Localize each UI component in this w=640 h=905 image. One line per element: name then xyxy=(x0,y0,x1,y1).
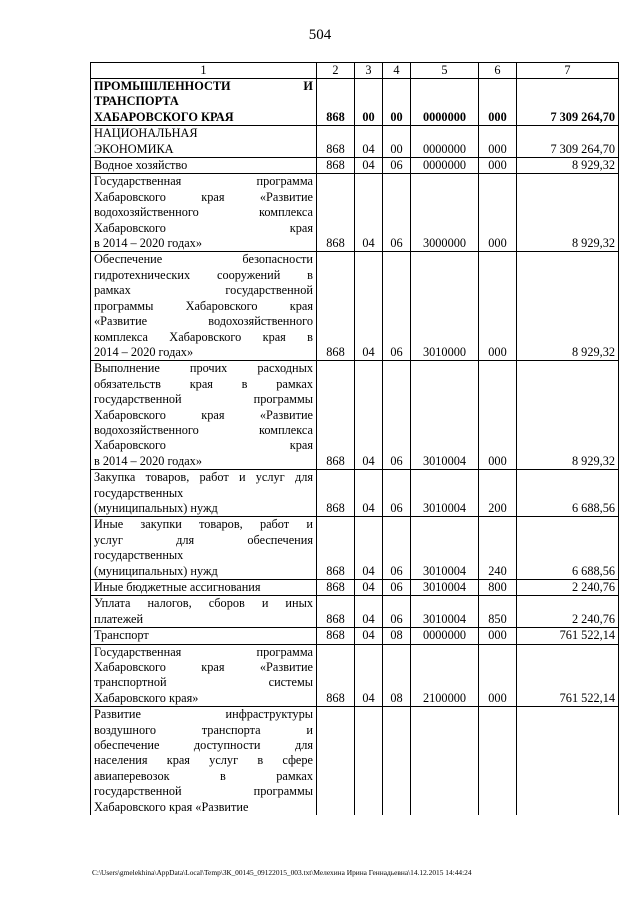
cell-subsection: 06 xyxy=(383,252,411,361)
cell-name-line: Транспорт xyxy=(94,628,149,643)
cell-subsection: 06 xyxy=(383,174,411,252)
cell-name-line: обязательств края в рамках xyxy=(94,376,313,391)
table-row xyxy=(91,126,619,158)
cell-expense-type: 000 xyxy=(479,361,517,470)
table-row xyxy=(91,79,619,126)
cell-name-line: гидротехнических сооружений в xyxy=(94,267,313,282)
cell-amount: 761 522,14 xyxy=(517,628,619,644)
cell-target-article: 0000000 xyxy=(411,79,479,126)
page-number: 504 xyxy=(308,27,332,43)
cell-name-line: ПРОМЫШЛЕННОСТИ И xyxy=(94,79,313,93)
cell-name-line: рамках государственной xyxy=(94,283,313,298)
budget-table xyxy=(90,62,619,815)
cell-name xyxy=(91,174,317,252)
cell-amount xyxy=(517,707,619,815)
cell-name-line: ТРАНСПОРТА xyxy=(94,94,179,109)
table-row xyxy=(91,580,619,596)
cell-subsection xyxy=(383,707,411,815)
cell-name-line: Хабаровского края «Развитие xyxy=(94,799,249,814)
cell-target-article: 3000000 xyxy=(411,174,479,252)
cell-expense-type: 000 xyxy=(479,126,517,158)
table-row xyxy=(91,644,619,707)
cell-amount: 7 309 264,70 xyxy=(517,79,619,126)
cell-name xyxy=(91,252,317,361)
cell-expense-type: 850 xyxy=(479,596,517,628)
cell-name xyxy=(91,158,317,174)
cell-admin-code: 868 xyxy=(317,517,355,580)
cell-admin-code: 868 xyxy=(317,252,355,361)
cell-name-line: услуг для обеспечения xyxy=(94,532,313,547)
cell-section: 04 xyxy=(355,644,383,707)
cell-name-line: программы Хабаровского края xyxy=(94,298,313,313)
cell-amount: 2 240,76 xyxy=(517,580,619,596)
cell-name-line: в 2014 – 2020 годах» xyxy=(94,236,202,251)
table-body xyxy=(91,79,619,816)
cell-expense-type: 240 xyxy=(479,517,517,580)
cell-name xyxy=(91,596,317,628)
cell-expense-type: 200 xyxy=(479,470,517,517)
cell-name-line: Хабаровского края «Развитие xyxy=(94,660,313,675)
column-header: 5 xyxy=(411,63,479,79)
cell-name-line: Водное хозяйство xyxy=(94,158,188,173)
cell-expense-type: 000 xyxy=(479,644,517,707)
cell-name-line: государственной программы xyxy=(94,784,313,799)
cell-name-line: (муниципальных) нужд xyxy=(94,563,218,578)
cell-section: 04 xyxy=(355,252,383,361)
cell-expense-type: 000 xyxy=(479,79,517,126)
cell-name-line: «Развитие водохозяйственного xyxy=(94,314,313,329)
table-header-row xyxy=(91,63,619,79)
cell-target-article: 3010000 xyxy=(411,252,479,361)
cell-name-line: Иные закупки товаров, работ и xyxy=(94,517,313,532)
cell-expense-type: 800 xyxy=(479,580,517,596)
cell-expense-type: 000 xyxy=(479,174,517,252)
cell-amount: 761 522,14 xyxy=(517,644,619,707)
cell-name xyxy=(91,126,317,158)
column-header: 3 xyxy=(355,63,383,79)
cell-amount: 6 688,56 xyxy=(517,470,619,517)
cell-target-article: 3010004 xyxy=(411,361,479,470)
cell-name-line: Уплата налогов, сборов и иных xyxy=(94,596,313,611)
cell-name-line: Государственная программа xyxy=(94,644,313,659)
cell-name-line: Хабаровского края «Развитие xyxy=(94,407,313,422)
cell-amount: 8 929,32 xyxy=(517,158,619,174)
cell-name-line: воздушного транспорта и xyxy=(94,722,313,737)
cell-admin-code: 868 xyxy=(317,470,355,517)
cell-admin-code: 868 xyxy=(317,174,355,252)
cell-target-article: 0000000 xyxy=(411,126,479,158)
cell-name-line: государственной программы xyxy=(94,392,313,407)
cell-name-line: населения края услуг в сфере xyxy=(94,753,313,768)
cell-amount: 8 929,32 xyxy=(517,174,619,252)
cell-amount: 2 240,76 xyxy=(517,596,619,628)
cell-name xyxy=(91,79,317,126)
cell-name-line: обеспечение доступности для xyxy=(94,738,313,753)
cell-target-article: 0000000 xyxy=(411,628,479,644)
cell-name-line: Развитие инфраструктуры xyxy=(94,707,313,722)
cell-name-line: Обеспечение безопасности xyxy=(94,252,313,267)
cell-subsection: 08 xyxy=(383,644,411,707)
cell-subsection: 00 xyxy=(383,79,411,126)
cell-name-line: Хабаровского края xyxy=(94,220,313,235)
cell-target-article: 0000000 xyxy=(411,158,479,174)
cell-name-line: в 2014 – 2020 годах» xyxy=(94,453,202,468)
cell-admin-code: 868 xyxy=(317,158,355,174)
cell-subsection: 08 xyxy=(383,628,411,644)
cell-expense-type: 000 xyxy=(479,252,517,361)
table-row xyxy=(91,158,619,174)
cell-amount: 7 309 264,70 xyxy=(517,126,619,158)
cell-target-article: 2100000 xyxy=(411,644,479,707)
cell-section: 04 xyxy=(355,580,383,596)
cell-admin-code xyxy=(317,707,355,815)
cell-name-line: 2014 – 2020 годах» xyxy=(94,344,194,359)
cell-admin-code: 868 xyxy=(317,79,355,126)
cell-name-line: Хабаровского края xyxy=(94,438,313,453)
cell-section: 04 xyxy=(355,470,383,517)
cell-section: 04 xyxy=(355,361,383,470)
cell-name-line: Хабаровского края «Развитие xyxy=(94,189,313,204)
cell-name xyxy=(91,707,317,815)
cell-subsection: 06 xyxy=(383,580,411,596)
cell-section: 04 xyxy=(355,126,383,158)
cell-name-line: государственных xyxy=(94,548,184,563)
cell-admin-code: 868 xyxy=(317,126,355,158)
cell-section xyxy=(355,707,383,815)
cell-subsection: 06 xyxy=(383,158,411,174)
cell-name-line: комплекса Хабаровского края в xyxy=(94,329,313,344)
cell-amount: 6 688,56 xyxy=(517,517,619,580)
table-row xyxy=(91,470,619,517)
column-header: 6 xyxy=(479,63,517,79)
table-row xyxy=(91,596,619,628)
cell-name xyxy=(91,580,317,596)
cell-name xyxy=(91,517,317,580)
cell-admin-code: 868 xyxy=(317,361,355,470)
cell-name-line: (муниципальных) нужд xyxy=(94,500,218,515)
cell-admin-code: 868 xyxy=(317,580,355,596)
cell-subsection: 00 xyxy=(383,126,411,158)
cell-section: 00 xyxy=(355,79,383,126)
cell-name-line: Закупка товаров, работ и услуг для xyxy=(94,470,313,485)
cell-subsection: 06 xyxy=(383,361,411,470)
cell-admin-code: 868 xyxy=(317,644,355,707)
cell-name-line: государственных xyxy=(94,485,184,500)
cell-name-line: транспортной системы xyxy=(94,675,313,690)
cell-subsection: 06 xyxy=(383,596,411,628)
cell-section: 04 xyxy=(355,158,383,174)
table-row xyxy=(91,628,619,644)
cell-name-line: Государственная программа xyxy=(94,174,313,189)
column-header: 2 xyxy=(317,63,355,79)
cell-target-article: 3010004 xyxy=(411,470,479,517)
table-row xyxy=(91,361,619,470)
cell-name-line: Хабаровского края» xyxy=(94,690,199,705)
cell-subsection: 06 xyxy=(383,470,411,517)
column-header: 1 xyxy=(91,63,317,79)
column-header: 7 xyxy=(517,63,619,79)
table-row xyxy=(91,174,619,252)
cell-expense-type: 000 xyxy=(479,628,517,644)
cell-name xyxy=(91,470,317,517)
cell-expense-type: 000 xyxy=(479,158,517,174)
cell-name-line: ХАБАРОВСКОГО КРАЯ xyxy=(94,109,234,124)
cell-amount: 8 929,32 xyxy=(517,252,619,361)
table-row xyxy=(91,517,619,580)
table-row xyxy=(91,707,619,815)
cell-section: 04 xyxy=(355,628,383,644)
cell-name-line: ЭКОНОМИКА xyxy=(94,141,174,156)
cell-section: 04 xyxy=(355,596,383,628)
cell-name-line: НАЦИОНАЛЬНАЯ xyxy=(94,126,198,141)
cell-section: 04 xyxy=(355,517,383,580)
file-path-footer: C:\Users\gmelekhina\AppData\Local\Temp\ЗК_00145_09122015_003.txt\Мелехина Ирина Геннадьевна\14.12.2015 14:44:24 xyxy=(92,868,472,877)
cell-name-line: авиаперевозок в рамках xyxy=(94,768,313,783)
cell-section: 04 xyxy=(355,174,383,252)
cell-expense-type xyxy=(479,707,517,815)
cell-subsection: 06 xyxy=(383,517,411,580)
cell-name-line: платежей xyxy=(94,611,144,626)
cell-name xyxy=(91,361,317,470)
cell-target-article: 3010004 xyxy=(411,517,479,580)
cell-admin-code: 868 xyxy=(317,596,355,628)
table-row xyxy=(91,252,619,361)
cell-name xyxy=(91,628,317,644)
cell-admin-code: 868 xyxy=(317,628,355,644)
cell-name-line: Выполнение прочих расходных xyxy=(94,361,313,376)
cell-name-line: водохозяйственного комплекса xyxy=(94,205,313,220)
cell-name-line: водохозяйственного комплекса xyxy=(94,422,313,437)
cell-target-article: 3010004 xyxy=(411,596,479,628)
cell-target-article: 3010004 xyxy=(411,580,479,596)
cell-target-article xyxy=(411,707,479,815)
cell-amount: 8 929,32 xyxy=(517,361,619,470)
column-header: 4 xyxy=(383,63,411,79)
cell-name-line: Иные бюджетные ассигнования xyxy=(94,580,261,594)
cell-name xyxy=(91,644,317,707)
